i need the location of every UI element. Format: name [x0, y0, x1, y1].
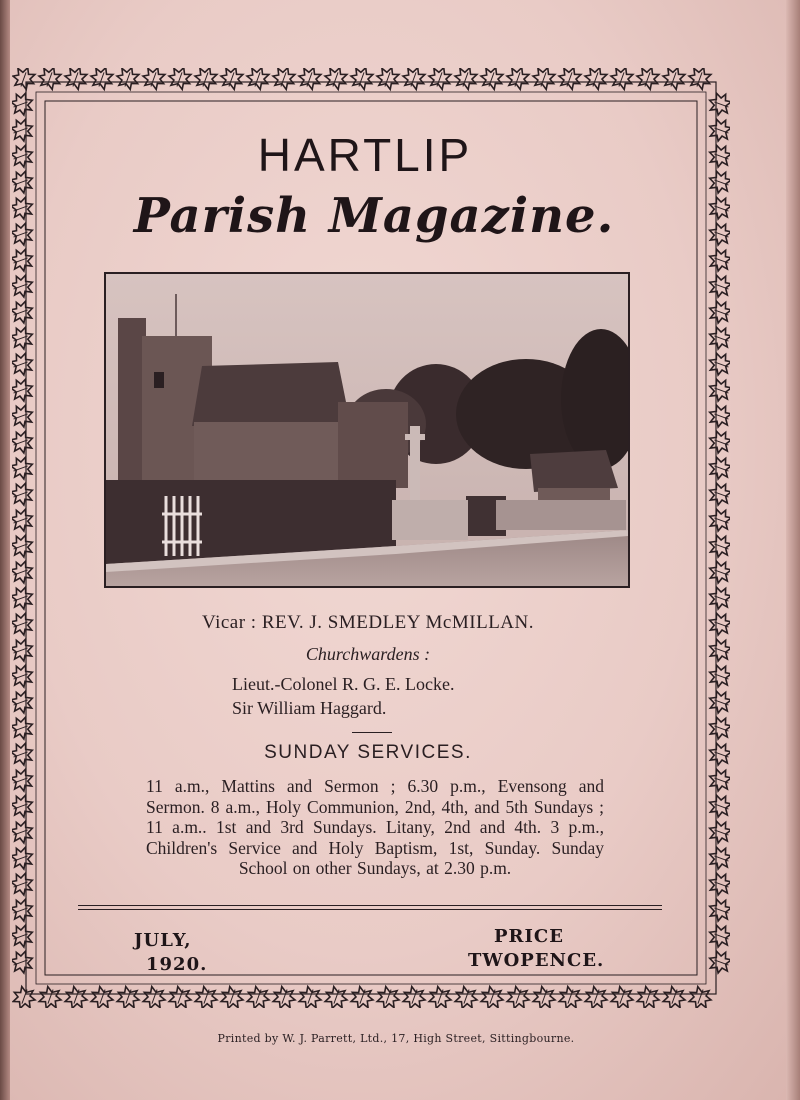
issue-year: 1920.	[146, 954, 208, 975]
magazine-title: HARTLIP	[257, 129, 473, 181]
price-value: TWOPENCE.	[468, 950, 605, 971]
church-scene	[106, 274, 628, 586]
issue-month: JULY,	[134, 930, 192, 951]
divider	[78, 909, 662, 910]
services-text: 11 a.m., Mattins and Sermon ; 6.30 p.m., Evensong and Sermon. 8 a.m., Holy Communion, 2nd, 4th, and 5th Sundays ; 11 a.m.. 1st and 3rd Sundays. Litany, 2nd and 4th. 3 p.m., Children's Service and Holy Baptism, 1st, Sunday. Sunday School on other Sundays, at 2.30 p.m.	[146, 776, 604, 878]
magazine-subtitle: Parish Magazine.	[133, 188, 615, 244]
price-label: PRICE	[494, 926, 564, 947]
churchwardens-heading: Churchwardens :	[305, 644, 431, 664]
churchwarden-name: Lieut.-Colonel R. G. E. Locke.	[232, 674, 455, 694]
divider	[352, 732, 392, 733]
page-edge	[786, 0, 800, 1100]
churchwarden-name: Sir William Haggard.	[232, 698, 387, 718]
printer-credit: Printed by W. J. Parrett, Ltd., 17, High Street, Sittingbourne.	[217, 1032, 575, 1045]
church-photograph	[104, 272, 630, 588]
vicar-line: Vicar : REV. J. SMEDLEY McMILLAN.	[202, 612, 534, 633]
services-heading: SUNDAY SERVICES.	[264, 742, 472, 763]
divider	[78, 905, 662, 906]
